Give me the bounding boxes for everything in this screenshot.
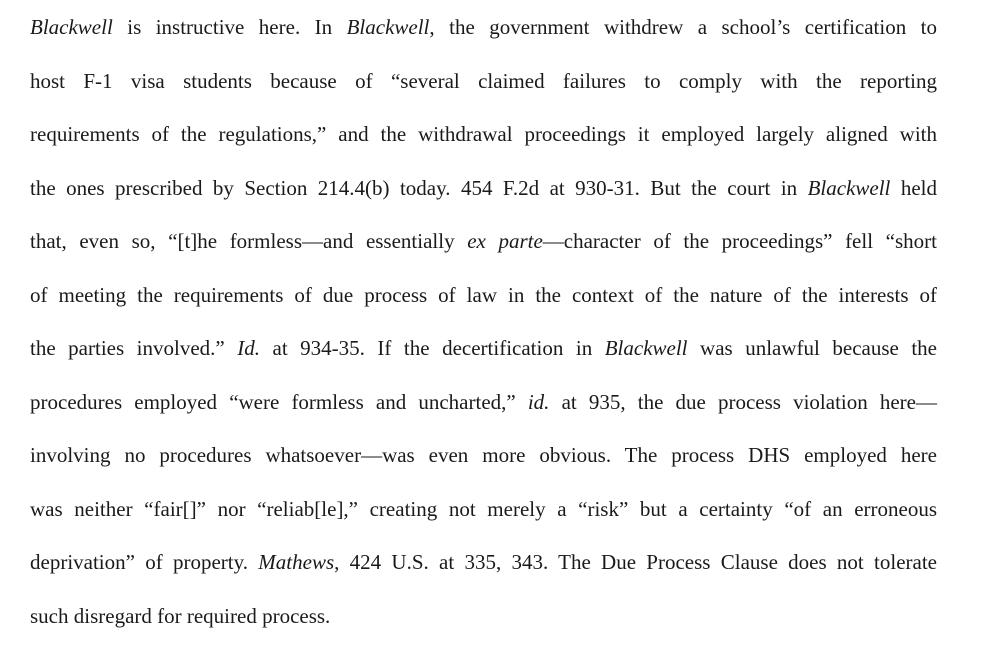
italic-text: ex parte xyxy=(467,229,543,253)
italic-text: Mathews xyxy=(258,550,334,574)
text-line xyxy=(30,329,937,383)
document-page xyxy=(30,8,937,650)
text-segment: the parties involved.” xyxy=(30,336,237,360)
text-segment: —character of the proceedings” fell “short xyxy=(543,229,937,253)
text-line xyxy=(30,62,937,116)
text-segment: at 934-35. If the decertification in xyxy=(260,336,605,360)
text-line xyxy=(30,222,937,276)
text-segment: procedures employed “were formless and uncharted,” xyxy=(30,390,528,414)
text-line xyxy=(30,8,937,62)
text-line xyxy=(30,490,937,544)
body-paragraph xyxy=(30,8,937,650)
text-segment: requirements of the regulations,” and the withdrawal proceedings it employed largely aligned with xyxy=(30,122,937,146)
text-line xyxy=(30,383,937,437)
text-line xyxy=(30,169,937,223)
text-segment: deprivation” of property. xyxy=(30,550,258,574)
text-line xyxy=(30,115,937,169)
italic-text: id. xyxy=(528,390,550,414)
text-segment: was neither “fair[]” nor “reliab[le],” creating not merely a “risk” but a certainty “of an erroneous xyxy=(30,497,937,521)
text-segment: at 935, the due process violation here— xyxy=(549,390,937,414)
text-segment: the ones prescribed by Section 214.4(b) today. 454 F.2d at 930-31. But the court in xyxy=(30,176,808,200)
text-line xyxy=(30,276,937,330)
text-segment: held xyxy=(890,176,937,200)
text-line xyxy=(30,543,937,597)
italic-text: Id. xyxy=(237,336,260,360)
text-segment: was unlawful because the xyxy=(688,336,937,360)
text-line xyxy=(30,436,937,490)
text-segment: is instructive here. In xyxy=(113,15,347,39)
text-segment: such disregard for required process. xyxy=(30,604,330,628)
italic-text: Blackwell xyxy=(347,15,430,39)
text-line xyxy=(30,597,937,650)
italic-text: Blackwell xyxy=(808,176,891,200)
text-segment: of meeting the requirements of due process of law in the context of the nature of the interests of xyxy=(30,283,937,307)
text-segment: , the government withdrew a school’s certification to xyxy=(429,15,937,39)
text-segment: host F-1 visa students because of “several claimed failures to comply with the reporting xyxy=(30,69,937,93)
text-segment: involving no procedures whatsoever—was even more obvious. The process DHS employed here xyxy=(30,443,937,467)
text-segment: , 424 U.S. at 335, 343. The Due Process Clause does not tolerate xyxy=(334,550,937,574)
italic-text: Blackwell xyxy=(30,15,113,39)
italic-text: Blackwell xyxy=(605,336,688,360)
text-segment: that, even so, “[t]he formless—and essentially xyxy=(30,229,467,253)
